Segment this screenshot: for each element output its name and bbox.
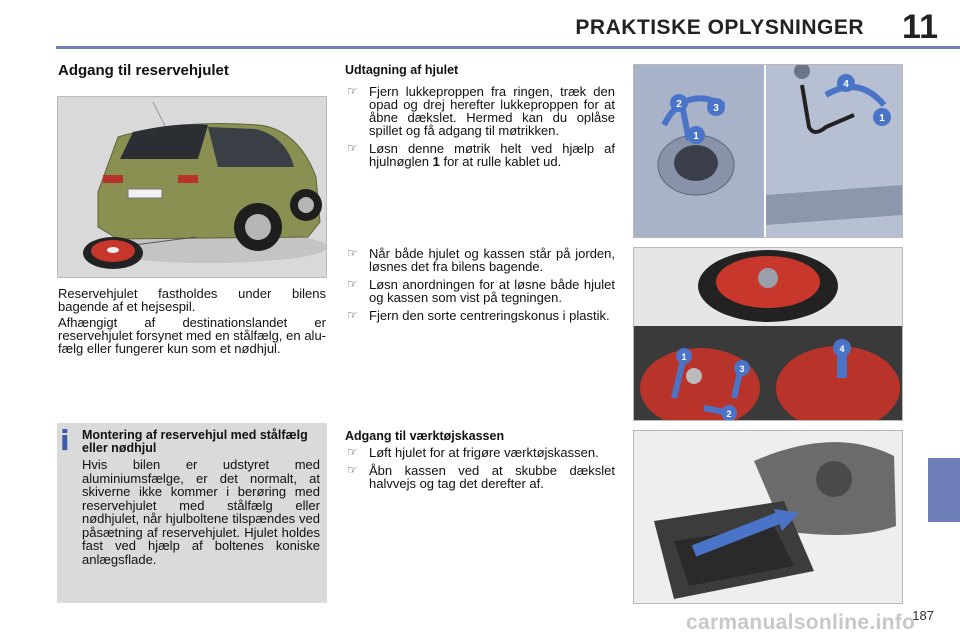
intro-paragraph-1: Reservehjulet fastholdes under bilens bagende af et hejsespil. (58, 286, 326, 314)
info-box-title: Montering af reservehjul med stålfælg eller nødhjul (82, 428, 308, 455)
step-label: 1 (681, 352, 687, 362)
step-label: 1 (879, 113, 885, 124)
step-label: 2 (676, 99, 682, 110)
info-box-body: Hvis bilen er udstyret med aluminiumsfælge, er det normalt, at skiverne ikke kommer i berøring med reservehjulet med stålfælg eller nødhjulet, når hjulboltene tilspændes ved påsætning af reservehjulet. Hjulet holdes fast ved hjælp af boltenes koniske anlægsflade. (82, 457, 320, 567)
toolbox-heading: Adgang til værktøjskassen (345, 429, 505, 443)
list-item-text: Løsn denne møtrik helt ved hjælp af hjulnøglen (369, 141, 615, 169)
chapter-number: 11 (902, 8, 938, 46)
removal-heading: Udtagning af hjulet (345, 63, 459, 77)
step-label: 3 (739, 364, 745, 374)
list-item (345, 446, 615, 459)
step-label: 4 (843, 79, 849, 90)
toolbox-list (345, 446, 615, 495)
wheel-release-illustration (633, 247, 903, 421)
hand-pointer-icon: ☞ (347, 141, 358, 155)
car-spare-wheel-illustration (57, 96, 327, 278)
header-rule (56, 46, 960, 49)
chapter-side-tab (928, 458, 960, 522)
toolbox-illustration (633, 430, 903, 604)
list-item (345, 309, 615, 322)
list-item-text: Åbn kassen ved at skubbe dækslet halvvejs og tag det derefter af. (369, 463, 615, 491)
step-label: 2 (726, 409, 732, 419)
step-label: 1 (693, 131, 699, 142)
step-label: 3 (713, 103, 719, 114)
list-item (345, 278, 615, 304)
hand-pointer-icon: ☞ (347, 246, 358, 260)
hand-pointer-icon: ☞ (347, 463, 358, 477)
step-label: 4 (839, 344, 845, 354)
page-number: 187 (912, 608, 934, 623)
list-item-text: for at rulle kablet ud. (439, 154, 562, 169)
key-number: 1 (432, 154, 440, 169)
removal-list-2 (345, 247, 615, 327)
intro-paragraph-2: Afhængigt af destinationslandet er reservehjulet forsynet med en stålfælg, en alu-fælg eller fungerer kun som et nødhjul. (58, 315, 326, 356)
hand-pointer-icon: ☞ (347, 308, 358, 322)
list-item (345, 464, 615, 490)
hand-pointer-icon: ☞ (347, 84, 358, 98)
list-item-text: Fjern lukkeproppen fra ringen, træk den opad og drej herefter lukkeproppen for at åbne dækslet. Hermed kan du oplåse spillet og få adgang til møtrikken. (369, 84, 615, 138)
hand-pointer-icon: ☞ (347, 445, 358, 459)
list-item-text: Fjern den sorte centreringskonus i plastik. (369, 308, 610, 323)
info-icon: i (60, 424, 70, 457)
list-item-text: Løft hjulet for at frigøre værktøjskassen. (369, 445, 599, 460)
section-title: Adgang til reservehjulet (58, 62, 229, 79)
list-item (345, 247, 615, 273)
hand-pointer-icon: ☞ (347, 277, 358, 291)
watermark: carmanualsonline.info (686, 611, 916, 634)
list-item (345, 85, 615, 137)
list-item-text: Løsn anordningen for at løsne både hjulet og kassen som vist på tegningen. (369, 277, 615, 305)
removal-list (345, 85, 615, 173)
chapter-title: PRAKTISKE OPLYSNINGER (575, 16, 864, 39)
winch-cover-illustration (633, 64, 903, 238)
list-item-text: Når både hjulet og kassen står på jorden, løsnes det fra bilens bagende. (369, 246, 615, 274)
list-item (345, 142, 615, 168)
